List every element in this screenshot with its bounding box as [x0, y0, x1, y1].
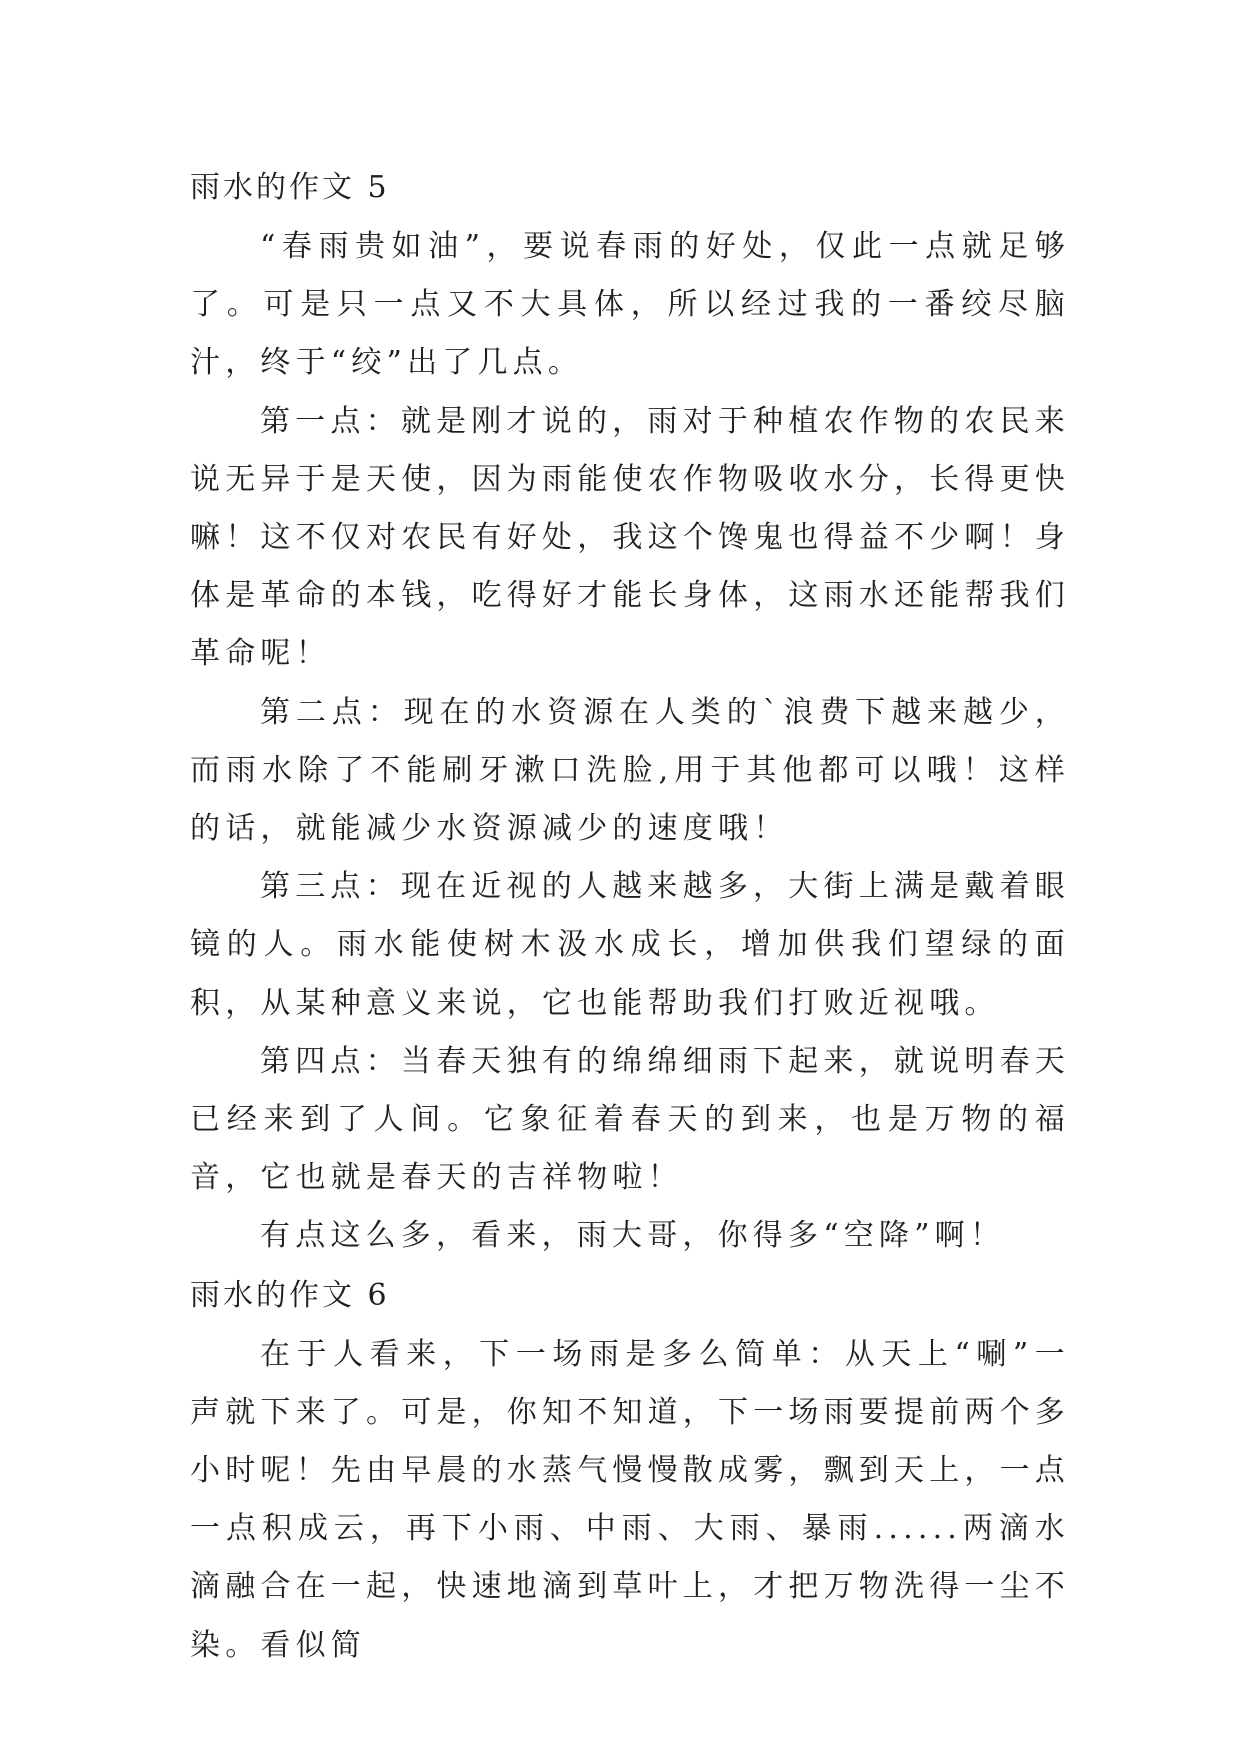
paragraph: 有点这么多，看来，雨大哥，你得多“空降”啊！ [260, 1218, 1006, 1254]
paragraph: 第一点：就是刚才说的，雨对于种植农作物的农民来说无异于是天使，因为雨能使农作物吸收水分，长得更快嘛！这不仅对农民有好处，我这个馋鬼也得益不少啊！身体是革命的本钱，吃得好才能长身体，这雨水还能帮我们革命呢！ [190, 403, 1070, 672]
paragraph: 在于人看来，下一场雨是多么简单：从天上“唰”一声就下来了。可是，你知不知道，下一场雨要提前两个多小时呢！先由早晨的水蒸气慢慢散成雾，飘到天上，一点一点积成云，再下小雨、中雨、大雨、暴雨......两滴水滴融合在一起，快速地滴到草叶上，才把万物洗得一尘不染。看似简 [190, 1336, 1070, 1663]
essay-section-6 [190, 1266, 1070, 1675]
section-title: 雨水的作文 5 [190, 170, 390, 205]
essay-section-5 [190, 158, 1070, 1266]
paragraph: “春雨贵如油”，要说春雨的好处，仅此一点就足够了。可是只一点又不大具体，所以经过我的一番绞尽脑汁，终于“绞”出了几点。 [190, 229, 1070, 381]
document-body [190, 158, 1070, 1675]
section-title: 雨水的作文 6 [190, 1277, 390, 1313]
paragraph: 第二点：现在的水资源在人类的`浪费下越来越少，而雨水除了不能刷牙漱口洗脸,用于其他都可以哦！这样的话，就能减少水资源减少的速度哦！ [190, 694, 1070, 847]
paragraph: 第四点：当春天独有的绵绵细雨下起来，就说明春天已经来到了人间。它象征着春天的到来，也是万物的福音，它也就是春天的吉祥物啦！ [190, 1043, 1070, 1196]
paragraph: 第三点：现在近视的人越来越多，大街上满是戴着眼镜的人。雨水能使树木汲水成长，增加供我们望绿的面积，从某种意义来说，它也能帮助我们打败近视哦。 [190, 869, 1070, 1021]
